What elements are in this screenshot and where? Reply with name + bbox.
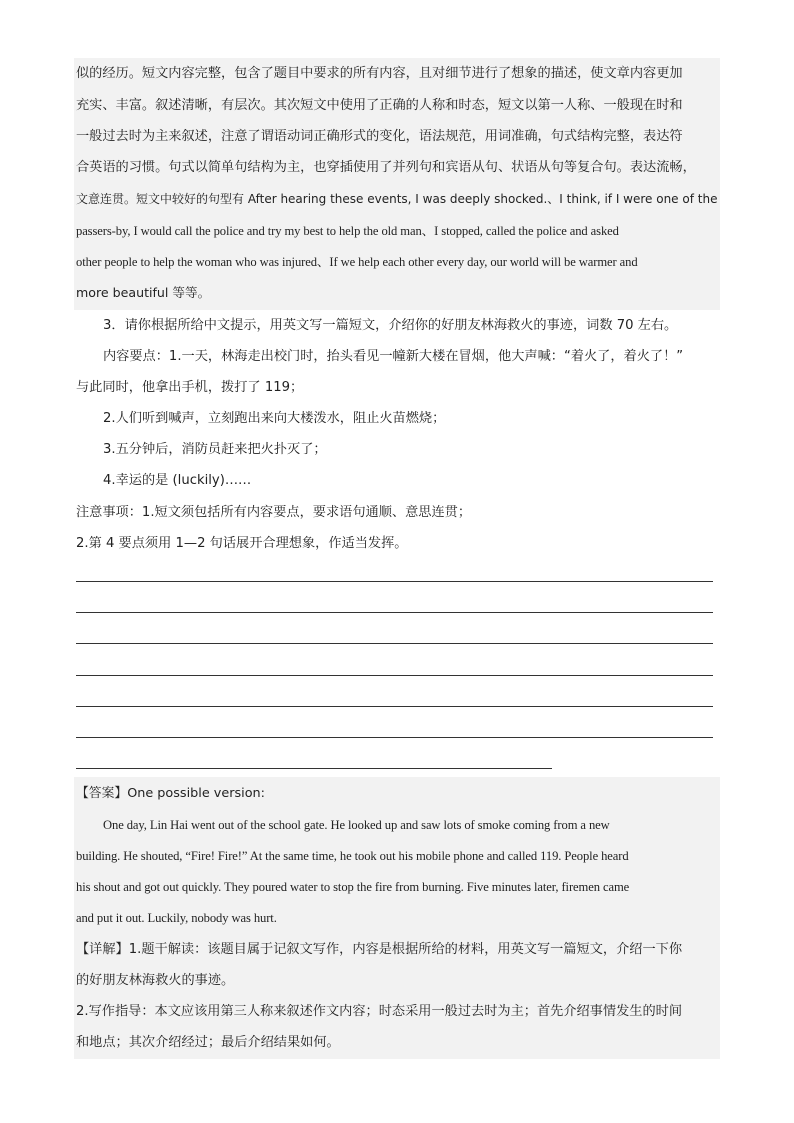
writing-line [76, 675, 713, 676]
writing-line [76, 706, 713, 707]
detail-line-3: 2.写作指导：本文应该用第三人称来叙述作文内容；时态采用一般过去时为主；首先介绍事情发生的时间 [76, 1004, 683, 1019]
writing-line [76, 643, 713, 644]
commentary-line-3: 一般过去时为主来叙述，注意了谓语动词正确形式的变化，语法规范，用词准确，句式结构完整，表达符 [76, 129, 683, 144]
question-point-2: 2.人们听到喊声，立刻跑出来向大楼泼水，阻止火苗燃烧； [103, 411, 446, 426]
question-points-line-2: 与此同时，他拿出手机，拨打了 119； [76, 380, 304, 395]
commentary-line-8: more beautiful 等等。 [76, 285, 211, 300]
writing-line [76, 581, 713, 582]
commentary-line-2: 充实、丰富。叙述清晰，有层次。其次短文中使用了正确的人称和时态，短文以第一人称、一般现在时和 [76, 98, 683, 113]
question-prompt: 3．请你根据所给中文提示，用英文写一篇短文，介绍你的好朋友林海救火的事迹，词数 70 左右。 [103, 318, 678, 333]
question-point-4: 4.幸运的是 (luckily)…… [103, 473, 252, 488]
commentary-line-6: passers-by, I would call the police and try my best to help the old man、I stopped, called the police and asked [76, 224, 619, 238]
commentary-line-5: 文意连贯。短文中较好的句型有 After hearing these events, I was deeply shocked.、I think, if I were one of the [76, 192, 718, 206]
writing-line-short [76, 768, 552, 769]
answer-essay-line-3: his shout and got out quickly. They poured water to stop the fire from burning. Five minutes later, firemen came [76, 880, 630, 894]
detail-line-1: 【详解】1.题干解读：该题目属于记叙文写作，内容是根据所给的材料，用英文写一篇短文，介绍一下你 [76, 942, 683, 957]
commentary-line-4: 合英语的习惯。句式以简单句结构为主，也穿插使用了并列句和宾语从句、状语从句等复合句。表达流畅， [76, 160, 696, 175]
writing-line [76, 612, 713, 613]
answer-essay-line-2: building. He shouted, “Fire! Fire!” At the same time, he took out his mobile phone and called 119. People heard [76, 849, 629, 863]
answer-essay-line-1: One day, Lin Hai went out of the school gate. He looked up and saw lots of smoke coming from a new [103, 818, 610, 832]
detail-line-4: 和地点；其次介绍经过；最后介绍结果如何。 [76, 1035, 340, 1050]
detail-line-2: 的好朋友林海救火的事迹。 [76, 973, 235, 988]
question-points-line-1: 内容要点：1.一天，林海走出校门时，抬头看见一幢新大楼在冒烟，他大声喊：“着火了，着火了！” [103, 349, 684, 364]
commentary-line-7: other people to help the woman who was injured、If we help each other every day, our world will be warmer and [76, 255, 638, 269]
answer-label: 【答案】One possible version: [76, 786, 265, 801]
writing-line [76, 737, 713, 738]
question-note-2: 2.第 4 要点须用 1—2 句话展开合理想象，作适当发挥。 [76, 536, 408, 551]
question-point-3: 3.五分钟后，消防员赶来把火扑灭了； [103, 442, 327, 457]
answer-essay-line-4: and put it out. Luckily, nobody was hurt. [76, 911, 277, 925]
commentary-line-1: 似的经历。短文内容完整，包含了题目中要求的所有内容，且对细节进行了想象的描述，使文章内容更加 [76, 66, 683, 81]
question-note-1: 注意事项：1.短文须包括所有内容要点，要求语句通顺、意思连贯； [76, 505, 472, 520]
